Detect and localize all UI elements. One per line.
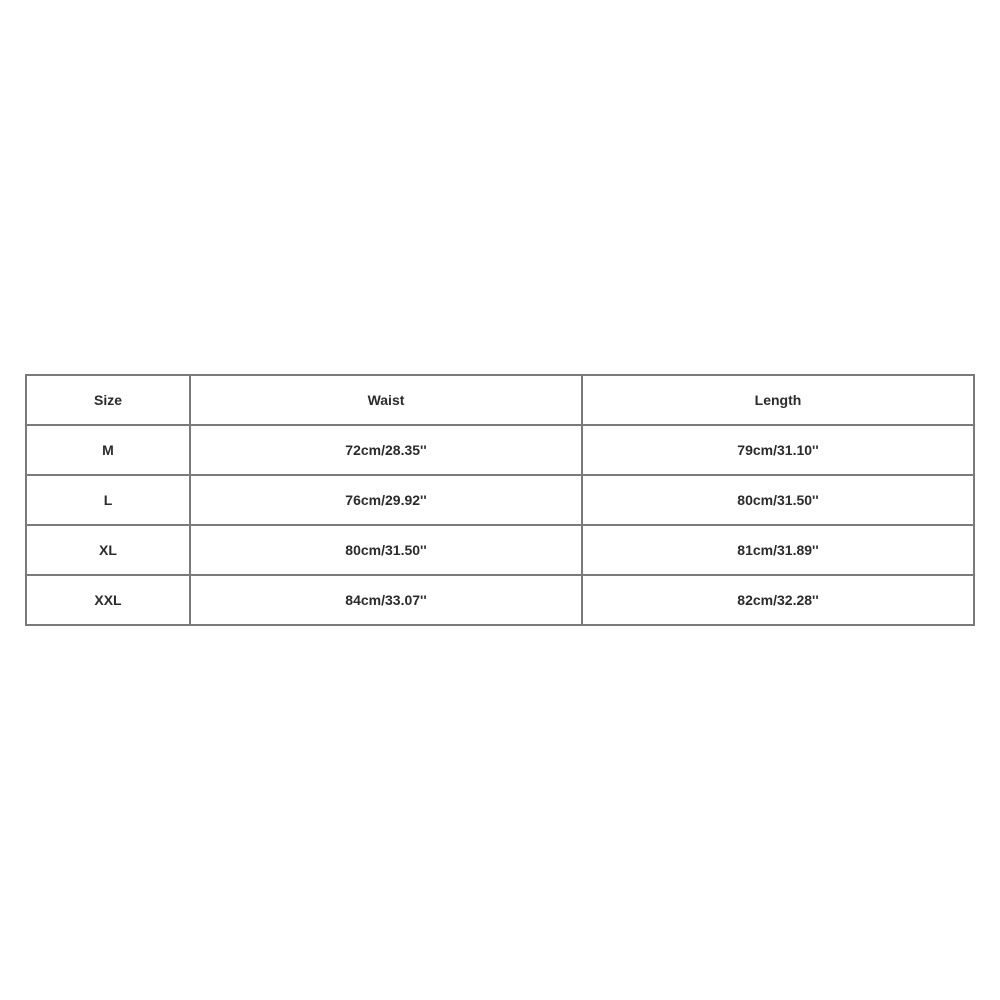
table-header-row <box>26 375 974 425</box>
header-size: Size <box>26 375 190 425</box>
waist-cell: 84cm/33.07'' <box>190 575 582 625</box>
header-length: Length <box>582 375 974 425</box>
table-row <box>26 475 974 525</box>
header-waist: Waist <box>190 375 582 425</box>
length-cell: 80cm/31.50'' <box>582 475 974 525</box>
size-chart-table <box>25 374 975 626</box>
waist-cell: 72cm/28.35'' <box>190 425 582 475</box>
size-cell: L <box>26 475 190 525</box>
size-cell: M <box>26 425 190 475</box>
waist-cell: 76cm/29.92'' <box>190 475 582 525</box>
waist-cell: 80cm/31.50'' <box>190 525 582 575</box>
size-cell: XL <box>26 525 190 575</box>
table-row <box>26 425 974 475</box>
length-cell: 79cm/31.10'' <box>582 425 974 475</box>
length-cell: 82cm/32.28'' <box>582 575 974 625</box>
table-row <box>26 575 974 625</box>
size-cell: XXL <box>26 575 190 625</box>
table-row <box>26 525 974 575</box>
length-cell: 81cm/31.89'' <box>582 525 974 575</box>
